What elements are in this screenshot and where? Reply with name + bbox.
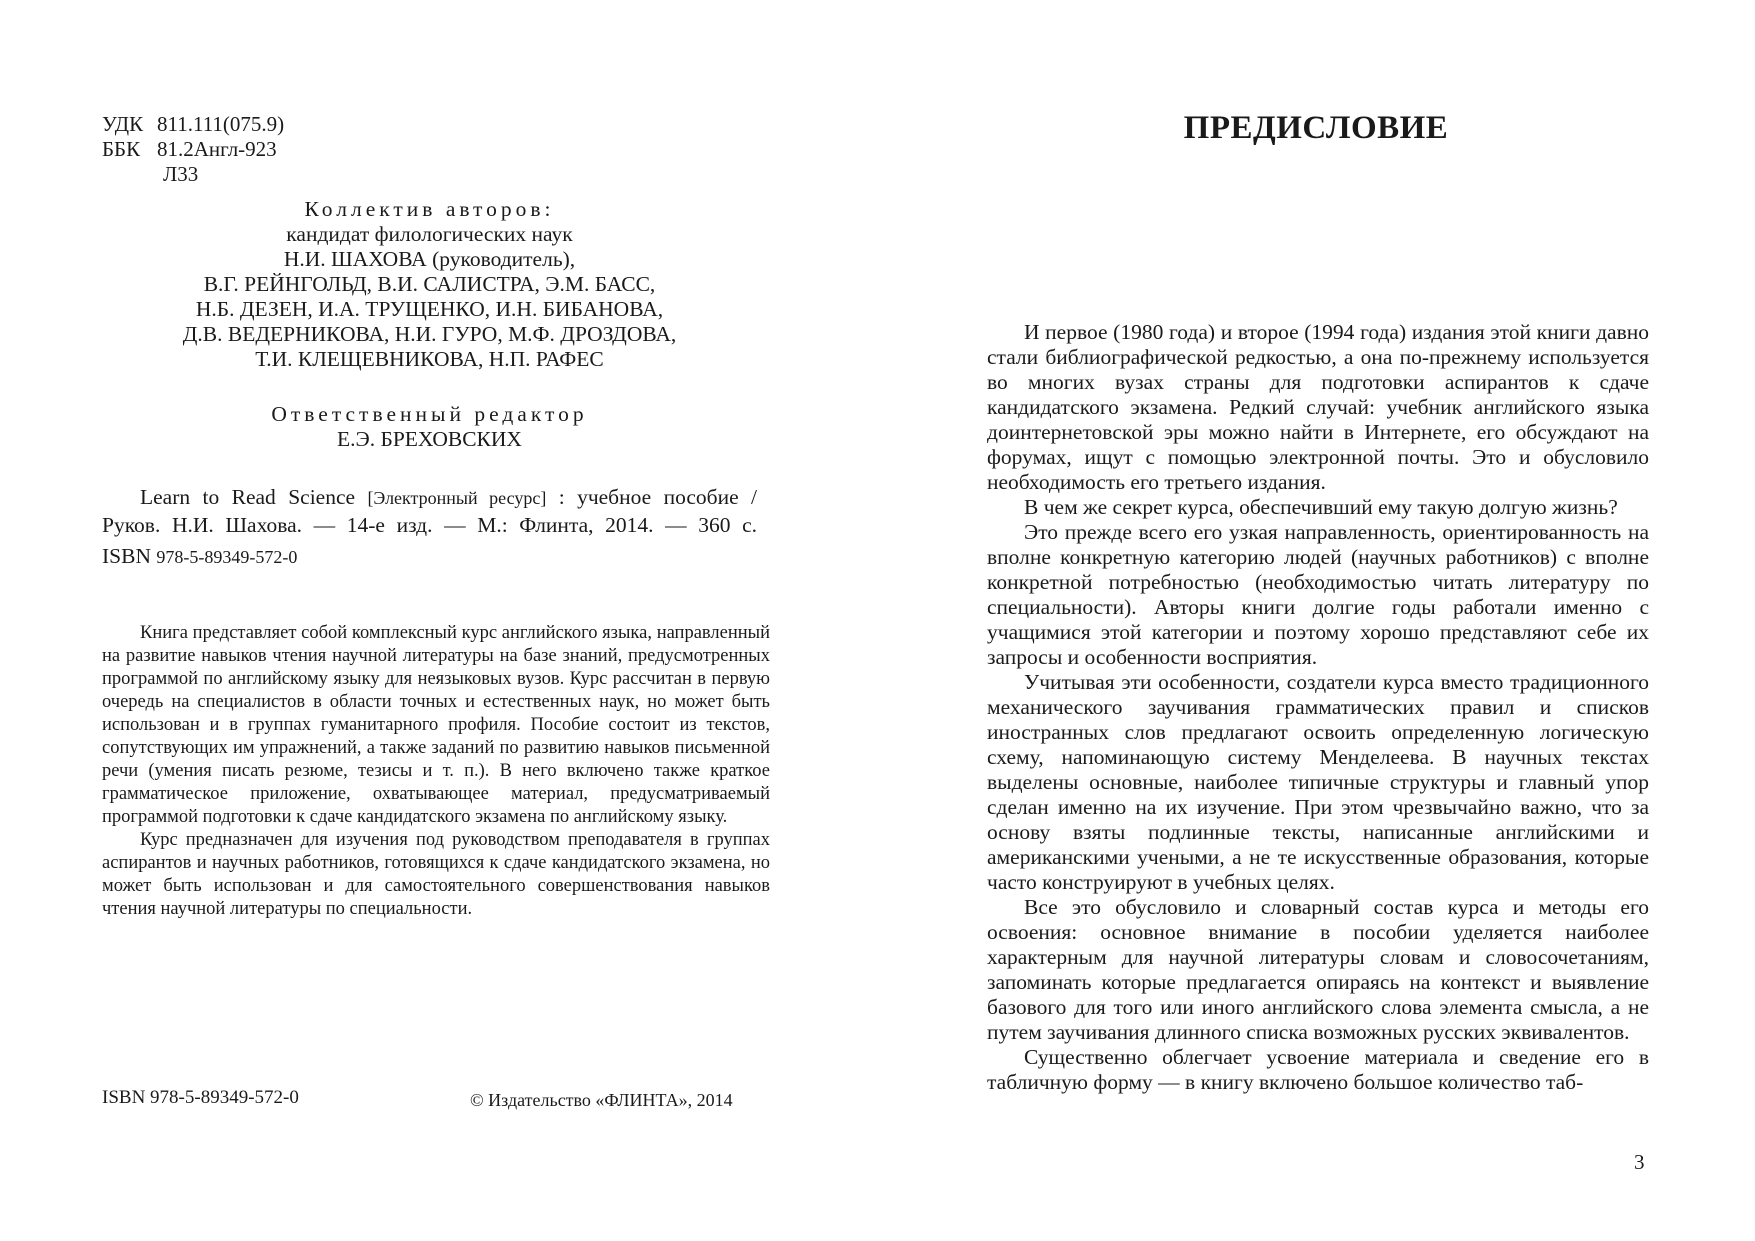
bbk-label: ББК [102, 137, 141, 161]
preface-paragraph: Учитывая эти особенности, создатели курса вместо традиционного механического заучивания грамматических правил и списков иностранных слов предлагают освоить определенную логическую схему, напоминающую систему Менделеева. В научных текстах выделены основные, наиболее типичные структуры и главный упор сделан именно на их изучение. При этом чрезвычайно важно, что за основу взяты подлинные тексты, написанные английскими и американскими учеными, а не те искусственные образования, которые часто конструируют в учебных целях. [987, 670, 1649, 894]
preface-paragraph: Все это обусловило и словарный состав курса и методы его освоения: основное внимание в пособии уделяется наиболее характерным для научной литературы словам и словосочетаниям, запоминать которые предлагается опираясь на контекст и выявление базового для того или иного английского слова элемента смысла, а не путем заучивания длинного списка возможных русских эквивалентов. [987, 895, 1649, 1044]
authors-line: кандидат филологических наук [286, 222, 573, 246]
page-title: ПРЕДИСЛОВИЕ [1183, 110, 1449, 146]
annotation-paragraph: Книга представляет собой комплексный курс английского языка, направленный на развитие навыков чтения научной литературы на базе знаний, предусмотренных программой по английскому языку для неязыковых вузов. Курс рассчитан в первую очередь на специалистов в области точных и естественных наук, но может быть использован и в группах гуманитарного профиля. Пособие состоит из текстов, сопутствующих им упражнений, а также заданий по развитию навыков письменной речи (умения писать резюме, тезисы и т. п.). В него включено также краткое грамматическое приложение, охватывающее материал, предусматриваемый программой подготовки к сдаче кандидатского экзамена по английскому языку. [102, 623, 770, 827]
udk-row [102, 112, 284, 137]
editor-block [102, 402, 757, 452]
authors-line: Д.В. ВЕДЕРНИКОВА, Н.И. ГУРО, М.Ф. ДРОЗДОВА, [182, 322, 677, 346]
biblio-title-line [102, 484, 757, 512]
page-number: 3 [1634, 1150, 1645, 1174]
authors-line: В.Г. РЕЙНГОЛЬД, В.И. САЛИСТРА, Э.М. БАСС, [203, 272, 656, 296]
preface-text [987, 320, 1649, 1095]
bbk-row [102, 137, 284, 162]
isbn-footer: ISBN 978-5-89349-572-0 [102, 1087, 299, 1108]
isbn-number: 978-5-89349-572-0 [156, 547, 298, 567]
editor-heading: Ответственный редактор [271, 402, 588, 426]
authors-line: Н.Б. ДЕЗЕН, И.А. ТРУЩЕНКО, И.Н. БИБАНОВА, [195, 297, 664, 321]
left-page [0, 0, 877, 1241]
preface-paragraph: И первое (1980 года) и второе (1994 года) издания этой книги давно стали библиографической редкостью, а она по-прежнему используется во многих вузах страны для подготовки аспирантов к сдаче кандидатского экзамена. Редкий случай: учебник английского языка доинтернетовской эры можно найти в Интернете, его обсуждают на форумах, ищут с помощью электронной почты. Это и обусловило необходимость его третьего издания. [987, 320, 1649, 494]
preface-paragraph: Существенно облегчает усвоение материала и сведение его в табличную форму — в книгу включено большое количество таб- [987, 1045, 1649, 1094]
bibliographic-record [102, 484, 757, 571]
biblio-rest: : учебное пособие / [546, 485, 758, 509]
authors-line: Н.И. ШАХОВА (руководитель), [283, 247, 576, 271]
right-page [877, 0, 1755, 1241]
authors-block [102, 197, 757, 372]
annotation-paragraph: Курс предназначен для изучения под руководством преподавателя в группах аспирантов и научных работников, готовящихся к сдаче кандидатского экзамена, но может быть использован и для самостоятельного совершенствования навыков чтения научной литературы по специальности. [102, 830, 770, 919]
copyright: © Издательство «ФЛИНТА», 2014 [470, 1090, 733, 1110]
classification-block [102, 112, 284, 187]
biblio-isbn-line [102, 543, 757, 571]
authors-heading: Коллектив авторов: [304, 197, 555, 221]
preface-paragraph: В чем же секрет курса, обеспечивший ему такую долгую жизнь? [1024, 495, 1618, 519]
preface-paragraph: Это прежде всего его узкая направленность, ориентированность на вполне конкретную категорию людей (научных работников) с вполне конкретной потребностью (необходимостью читать литературу по специальности). Авторы книги долгие годы работали именно с учащимися этой категории и поэтому хорошо представляют себе их запросы и особенности восприятия. [987, 520, 1649, 669]
annotation [102, 622, 770, 921]
book-title: Learn to Read Science [140, 485, 356, 509]
bbk-value: 81.2Англ-923 [157, 137, 277, 161]
isbn-label: ISBN [102, 544, 151, 568]
udk-label: УДК [102, 112, 144, 136]
editor-name: Е.Э. БРЕХОВСКИХ [337, 427, 522, 451]
authors-line: Т.И. КЛЕЩЕВНИКОВА, Н.П. РАФЕС [255, 347, 604, 371]
author-mark: Л33 [163, 162, 199, 186]
udk-value: 811.111(075.9) [157, 112, 285, 136]
resource-type: [Электронный ресурс] [367, 488, 547, 508]
biblio-imprint-line: Руков. Н.И. Шахова. — 14-е изд. — М.: Флинта, 2014. — 360 с. [102, 513, 757, 537]
